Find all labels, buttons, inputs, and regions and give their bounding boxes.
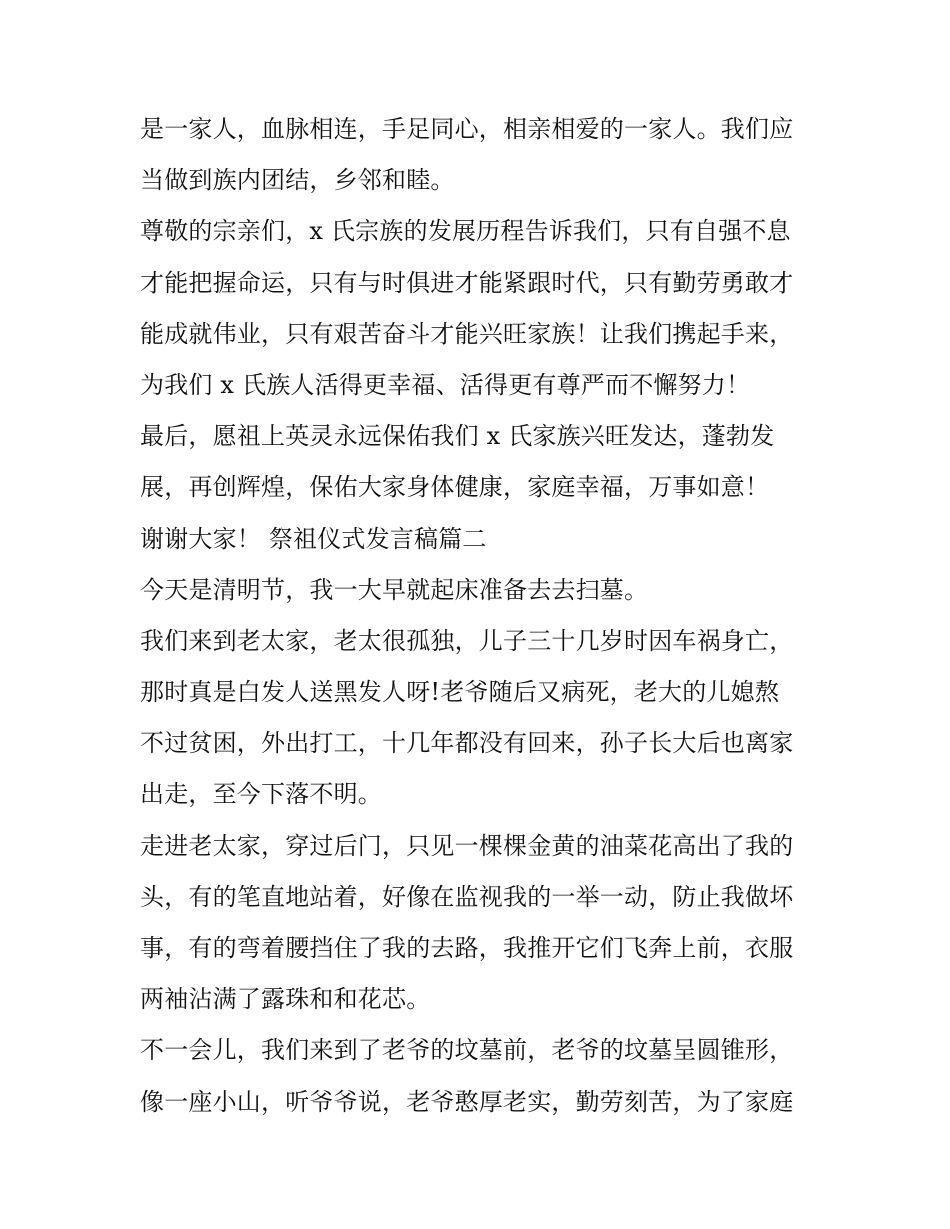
text-line: 事，有的弯着腰挡住了我的去路，我推开它们飞奔上前，衣服 [140,934,794,962]
text-line: 最后，愿祖上英灵永远保佑我们 x 氏家族兴旺发达，蓬勃发 [140,422,775,451]
text-line: 走进老太家，穿过后门，只见一棵棵金黄的油菜花高出了我的 [140,831,794,860]
document-body [140,104,820,1128]
text-line: 为我们 x 氏族人活得更幸福、活得更有尊严而不懈努力！ [140,370,751,399]
text-line: 才能把握命运，只有与时俱进才能紧跟时代，只有勤劳勇敢才 [140,268,794,297]
text-line: 不过贫困，外出打工，十几年都没有回来，孙子长大后也离家 [140,729,794,758]
text-line: 那时真是白发人送黑发人呀!老爷随后又病死，老大的儿媳熬 [140,678,780,707]
text-line: 尊敬的宗亲们，x 氏宗族的发展历程告诉我们，只有自强不息 [140,217,791,246]
text-line: 当做到族内团结，乡邻和睦。 [140,166,455,195]
text-line: 出走，至今下落不明。 [140,780,382,809]
text-line: 我们来到老太家，老太很孤独，儿子三十几岁时因车祸身亡， [140,626,794,655]
text-line: 头，有的笔直地站着，好像在监视我的一举一动，防止我做坏 [140,882,794,911]
text-line: 是一家人，血脉相连，手足同心，相亲相爱的一家人。我们应 [140,115,794,143]
text-line: 展，再创辉煌，保佑大家身体健康，家庭幸福，万事如意！ [140,473,770,502]
text-line: 能成就伟业，只有艰苦奋斗才能兴旺家族！让我们携起手来， [140,319,794,348]
text-line: 像一座小山，听爷爷说，老爷憨厚老实，勤劳刻苦，为了家庭 [140,1087,794,1116]
text-line: 两袖沾满了露珠和和花芯。 [140,985,431,1014]
section-heading-line: 谢谢大家！ 祭祖仪式发言稿篇二 [140,524,487,553]
text-line: 不一会儿，我们来到了老爷的坟墓前，老爷的坟墓呈圆锥形， [140,1036,794,1065]
text-line: 今天是清明节，我一大早就起床准备去去扫墓。 [140,575,649,604]
